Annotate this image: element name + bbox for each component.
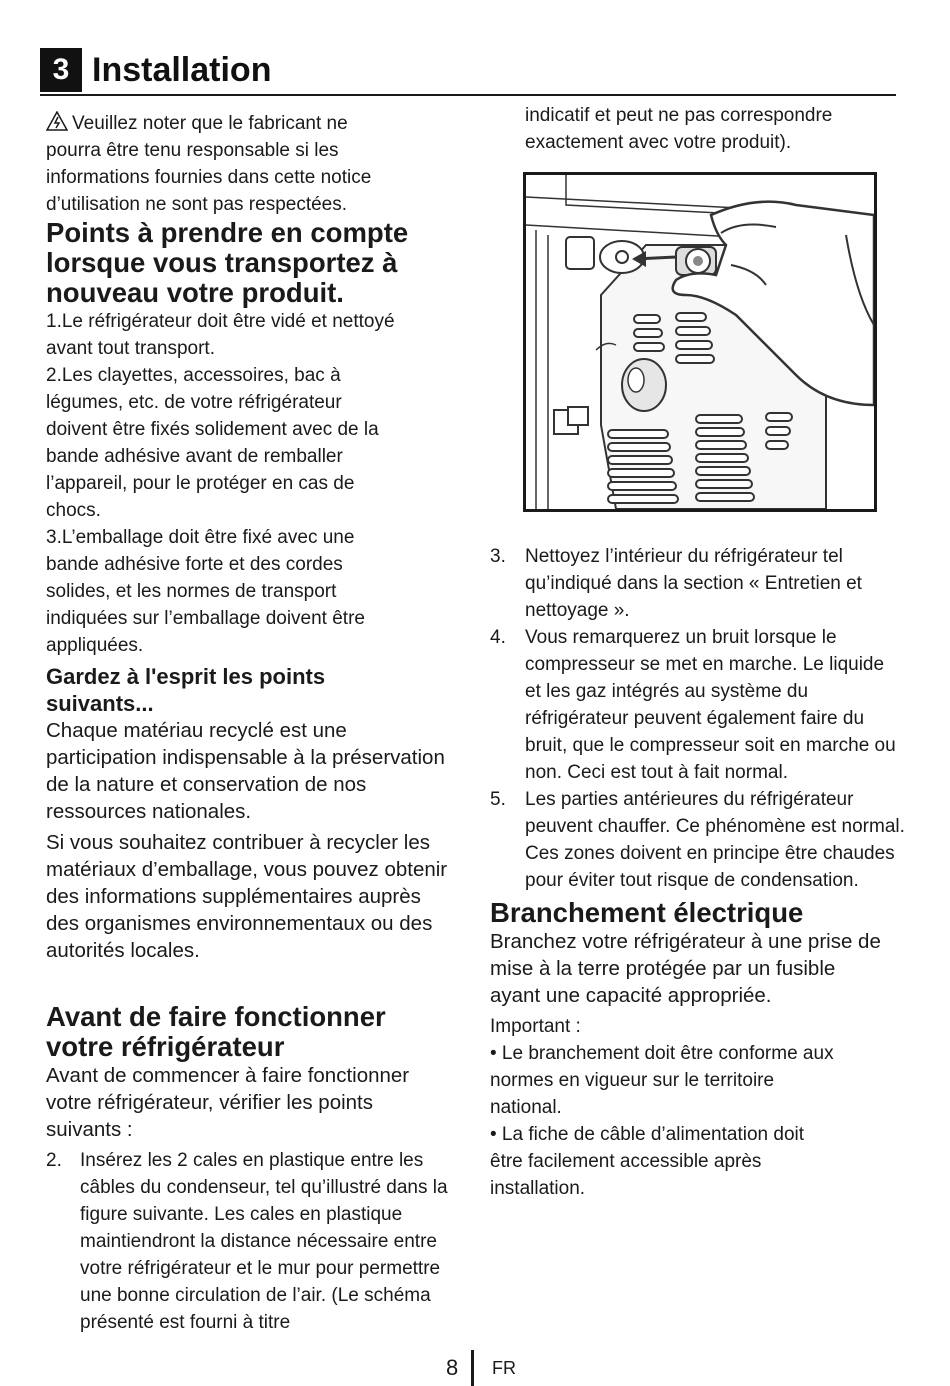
section-header [40, 46, 896, 96]
step-3-number: 3. [490, 546, 506, 567]
recycle-paragraph-2: Si vous souhaitez contribuer à recycler les matériaux d’emballage, vous pouvez obtenir des informations supplémentaires auprès des organismes environnementaux ou des autorités locales. [46, 831, 448, 962]
step-2-number: 2. [46, 1150, 62, 1171]
page-number: 8 [446, 1355, 459, 1380]
condenser-spacer-illustration [523, 172, 877, 512]
step-4-text: Vous remarquerez un bruit lorsque le compresseur se met en marche. Le liquide et les gaz intégrés au système du réfrigérateur peuvent également faire du bruit, que le compresseur soit en marche ou non. Ceci est tout à fait normal. [525, 627, 896, 783]
recycle-paragraph-1: Chaque matériau recyclé est une participation indispensable à la préservation de la nature et conservation de nos ressources nationales. [46, 719, 445, 823]
step-3-text: Nettoyez l’intérieur du réfrigérateur tel qu’indiqué dans la section « Entretien et nettoyage ». [525, 546, 862, 621]
page-title: Installation [92, 51, 272, 89]
footer-divider [471, 1350, 474, 1386]
step-2 [46, 1147, 455, 1336]
step-4 [490, 624, 900, 786]
step-2-text: Insérez les 2 cales en plastique entre les câbles du condenseur, tel qu’illustré dans la figure suivante. Les cales en plastique maintiendront la distance nécessaire entre votre réfrigérateur et le mur pour permettre une bonne circulation de l’air. (Le schéma présenté est fourni à titre [80, 1150, 448, 1333]
warning-paragraph [46, 110, 376, 218]
continued-text: indicatif et peut ne pas correspondre exactement avec votre produit). [525, 105, 833, 153]
right-column [490, 543, 910, 1202]
warning-text: Veuillez noter que le fabricant ne pourra être tenu responsable si les informations fournies dans cette notice d’utilisation ne sont pas respectées. [46, 113, 372, 215]
step-5-number: 5. [490, 789, 506, 810]
warning-icon [46, 111, 68, 131]
important-label: Important : [490, 1016, 581, 1037]
right-top-text [525, 102, 905, 156]
transport-heading: Points à prendre en compte lorsque vous transportez à nouveau votre produit. [46, 217, 409, 308]
keep-in-mind-heading: Gardez à l'esprit les points suivants... [46, 664, 326, 716]
language-code: FR [492, 1358, 516, 1378]
transport-item-3: 3.L’emballage doit être fixé avec une bande adhésive forte et des cordes solides, et les normes de transport indiquées sur l’emballage doivent être appliquées. [46, 527, 365, 656]
before-operating-heading: Avant de faire fonctionner votre réfrigérateur [46, 1001, 386, 1062]
bullet-2: • La fiche de câble d’alimentation doit être facilement accessible après installation. [490, 1124, 805, 1199]
transport-item-1: 1.Le réfrigérateur doit être vidé et nettoyé avant tout transport. [46, 311, 395, 359]
left-column [46, 110, 466, 1336]
steps-list [490, 543, 905, 894]
before-intro: Avant de commencer à faire fonctionner votre réfrigérateur, vérifier les points suivants : [46, 1064, 410, 1141]
electrical-heading: Branchement électrique [490, 897, 804, 928]
transport-item-2: 2.Les clayettes, accessoires, bac à légumes, etc. de votre réfrigérateur doivent être fixés solidement avec de la bande adhésive avant de remballer l’appareil, pour le protéger en cas de chocs. [46, 365, 379, 521]
section-number: 3 [40, 48, 82, 92]
transport-list [46, 308, 436, 659]
electrical-paragraph: Branchez votre réfrigérateur à une prise de mise à la terre protégée par un fusible ayant une capacité appropriée. [490, 930, 881, 1007]
step-5 [490, 786, 905, 894]
bullet-1: • Le branchement doit être conforme aux normes en vigueur sur le territoire national. [490, 1043, 834, 1118]
step-4-number: 4. [490, 627, 506, 648]
step-5-text: Les parties antérieures du réfrigérateur peuvent chauffer. Ce phénomène est normal. Ces zones doivent en principe être chaudes pour éviter tout risque de condensation. [525, 789, 905, 891]
step-3 [490, 543, 900, 624]
